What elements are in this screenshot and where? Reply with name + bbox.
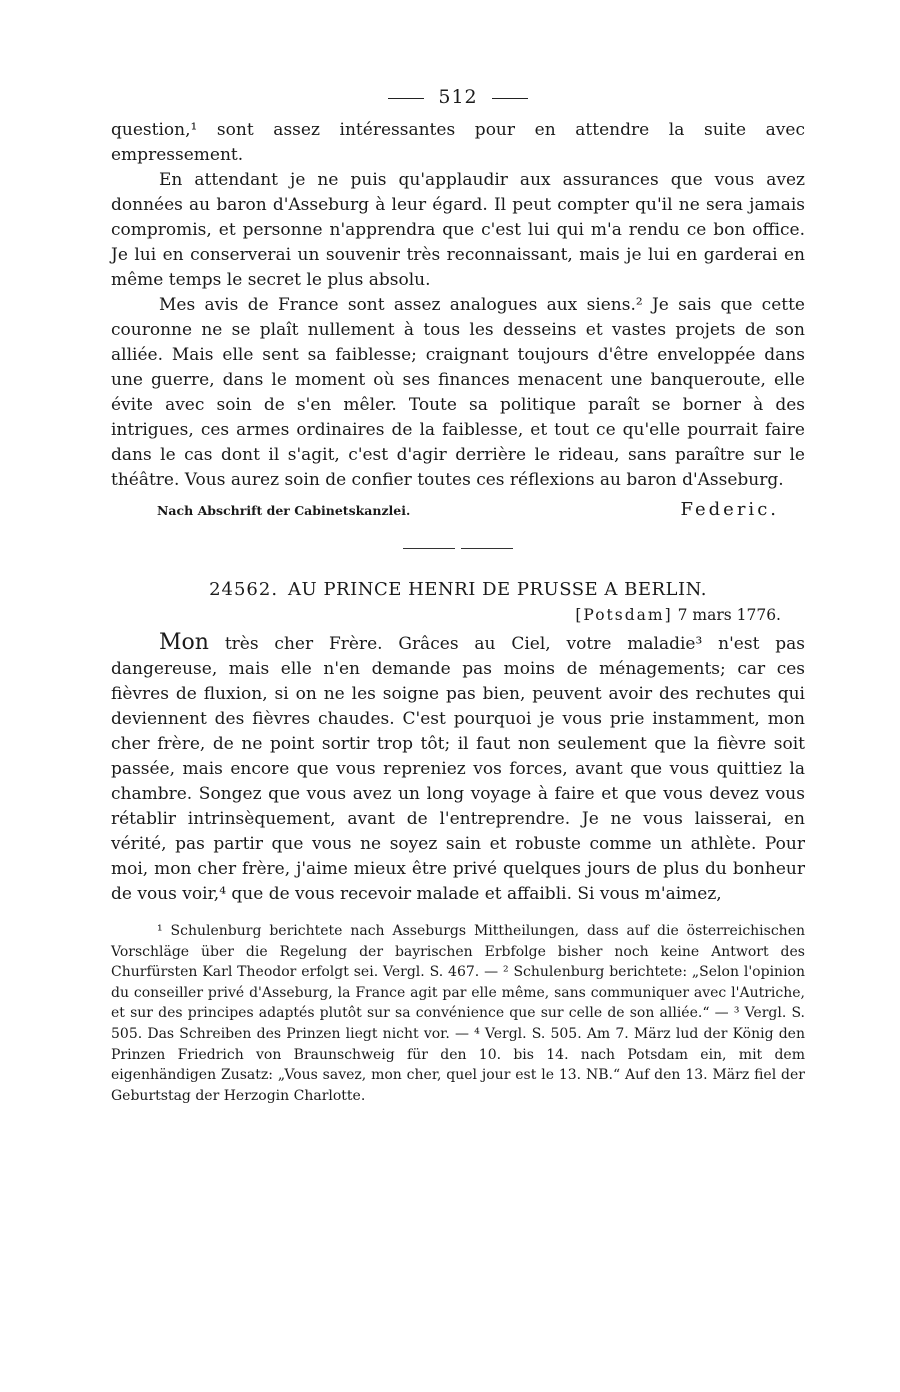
- footnotes: [111, 921, 805, 1106]
- letter-date: 7 mars 1776.: [677, 606, 781, 624]
- continuation-paragraph-1: question,¹ sont assez intéressantes pour en attendre la suite avec empressement.: [111, 120, 805, 165]
- separator-rule-left: [403, 548, 455, 549]
- letter-heading: [111, 579, 805, 600]
- signature: Federic.: [680, 499, 779, 520]
- section-separator: [111, 548, 805, 549]
- source-note: Nach Abschrift der Cabinetskanzlei.: [157, 503, 411, 518]
- page-header: [111, 86, 805, 108]
- separator-rule-right: [461, 548, 513, 549]
- header-rule-left: [388, 98, 424, 99]
- page-number: 512: [438, 86, 478, 108]
- letter-body-text: très cher Frère. Grâces au Ciel, votre maladie³ n'est pas dangereuse, mais elle n'en demande pas moins de ménagements; car ces fièvres de fluxion, si on ne les soigne pas bien, peuvent avoir des rechutes qui deviennent des fièvres chaudes. C'est pourquoi je vous prie instamment, mon cher frère, de ne point sortir trop tôt; il faut non seulement que la fièvre soit passée, mais encore que vous repreniez vos forces, avant que vous quittiez la chambre. Songez que vous avez un long voyage à faire et que vous devez vous rétablir intrinsèquement, avant de l'entreprendre. Je ne vous laisserai, en vérité, pas partir que vous ne soyez sain et robuste comme un athlète. Pour moi, mon cher frère, j'aime mieux être privé quelques jours de plus du bonheur de vous voir,⁴ que de vous recevoir malade et affaibli. Si vous m'aimez,: [111, 634, 806, 904]
- letter-salutation: Mon: [159, 630, 209, 655]
- letter-body: [111, 630, 805, 907]
- source-signature-row: [111, 499, 805, 520]
- continuation-paragraph-2: En attendant je ne puis qu'applaudir aux assurances que vous avez données au baron d'Asseburg à leur égard. Il peut compter qu'il ne sera jamais compromis, et personne n'apprendra que c'est lui qui m'a rendu ce bon office. Je lui en conserverai un souvenir très reconnaissant, mais je lui en garderai en même temps le secret le plus absolu.: [111, 170, 805, 290]
- letter-place: [Potsdam]: [575, 606, 673, 624]
- letter-place-date: [111, 606, 805, 624]
- footnote-text: ¹ Schulenburg berichtete nach Asseburgs Mittheilungen, dass auf die österreichischen Vorschläge über die Regelung der bayrischen Erbfolge bisher noch keine Antwort des Churfürsten Karl Theodor erfolgt sei. Vergl. S. 467. — ² Schulenburg berichtete: „Selon l'opinion du conseiller privé d'Asseburg, la France agit par elle même, sans communiquer avec l'Autriche, et sur des principes adaptés plutôt sur sa convénience que sur celle de son alliée.“ — ³ Vergl. S. 505. Das Schreiben des Prinzen liegt nicht vor. — ⁴ Vergl. S. 505. Am 7. März lud der König den Prinzen Friedrich von Braunschweig für den 10. bis 14. nach Potsdam ein, mit dem eigenhändigen Zusatz: „Vous savez, mon cher, quel jour est le 13. NB.“ Auf den 13. März fiel der Geburtstag der Herzogin Charlotte.: [111, 923, 805, 1104]
- header-rule-right: [492, 98, 528, 99]
- page: [111, 86, 805, 1106]
- continuation-paragraph-3: Mes avis de France sont assez analogues aux siens.² Je sais que cette couronne ne se plaît nullement à tous les desseins et vastes projets de son alliée. Mais elle sent sa faiblesse; craignant toujours d'être enveloppée dans une guerre, dans le moment où ses finances menacent une banqueroute, elle évite avec soin de s'en mêler. Toute sa politique paraît se borner à des intrigues, ces armes ordinaires de la faiblesse, et tout ce qu'elle pourrait faire dans le cas dont il s'agit, c'est d'agir derrière le rideau, sans paraître sur le théâtre. Vous aurez soin de confier toutes ces réflexions au baron d'Asseburg.: [111, 295, 805, 490]
- letter-number: 24562.: [209, 579, 279, 600]
- letter-title: AU PRINCE HENRI DE PRUSSE A BERLIN.: [288, 579, 707, 600]
